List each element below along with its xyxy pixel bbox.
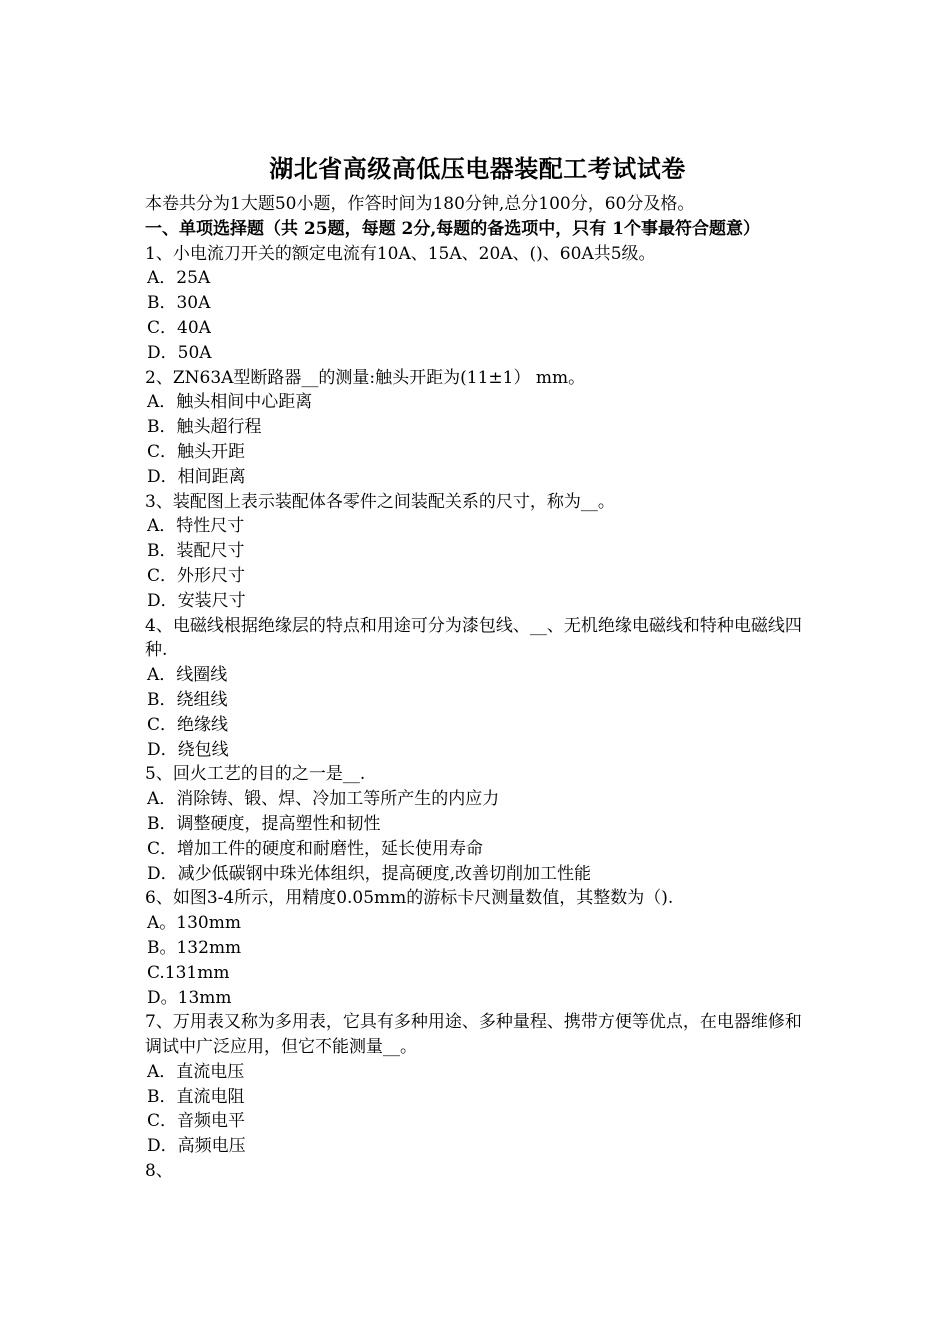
answer-option: D。13mm <box>147 987 232 1008</box>
question-stem: 3、装配图上表示装配体各零件之间装配关系的尺寸，称为__。 <box>145 491 615 512</box>
answer-option: C．音频电平 <box>147 1111 246 1132</box>
exam-document <box>145 152 810 1184</box>
answer-option: A．直流电压 <box>147 1061 245 1082</box>
answer-option: B．装配尺寸 <box>147 541 245 562</box>
question-list <box>145 242 810 1184</box>
exam-intro: 本卷共分为1大题50小题，作答时间为180分钟,总分100分，60分及格。 <box>145 194 695 214</box>
answer-option: D．相间距离 <box>147 466 246 487</box>
answer-option: B．绕组线 <box>147 689 228 710</box>
question-stem: 4、电磁线根据绝缘层的特点和用途可分为漆包线、__、无机绝缘电磁线和特种电磁线四种. <box>145 615 802 661</box>
answer-option: C．绝缘线 <box>147 714 229 735</box>
document-title: 湖北省高级高低压电器装配工考试试卷 <box>269 154 686 183</box>
question-stem: 7、万用表又称为多用表，它具有多种用途、多种量程、携带方便等优点，在电器维修和调试中广泛应用，但它不能测量__。 <box>145 1012 802 1058</box>
answer-option: A。130mm <box>147 913 241 934</box>
question-stem: 5、回火工艺的目的之一是__. <box>145 764 366 785</box>
answer-option: C.131mm <box>147 962 230 983</box>
answer-option: D．减少低碳钢中珠光体组织，提高硬度,改善切削加工性能 <box>147 863 592 884</box>
question-stem: 1、小电流刀开关的额定电流有10A、15A、20A、()、60A共5级。 <box>145 243 656 264</box>
answer-option: B。132mm <box>147 937 242 958</box>
answer-option: A．特性尺寸 <box>147 516 245 537</box>
answer-option: B．直流电阻 <box>147 1086 245 1107</box>
answer-option: C．触头开距 <box>147 441 246 462</box>
question-stem: 8、 <box>145 1161 173 1182</box>
answer-option: D．绕包线 <box>147 739 229 760</box>
answer-option: B．30A <box>147 293 211 314</box>
answer-option: A．25A <box>147 268 211 289</box>
answer-option: B．调整硬度，提高塑性和韧性 <box>147 813 381 834</box>
question-stem: 2、ZN63A型断路器__的测量:触头开距为(11±1） mm。 <box>145 367 586 388</box>
answer-option: D．安装尺寸 <box>147 590 246 611</box>
answer-option: A．触头相间中心距离 <box>147 392 313 413</box>
answer-option: A．消除铸、锻、焊、冷加工等所产生的内应力 <box>147 789 500 810</box>
answer-option: C．增加工件的硬度和耐磨性，延长使用寿命 <box>147 838 484 859</box>
answer-option: B．触头超行程 <box>147 417 262 438</box>
answer-option: C．40A <box>147 317 211 338</box>
answer-option: D．50A <box>147 342 212 363</box>
answer-option: A．线圈线 <box>147 665 228 686</box>
answer-option: C．外形尺寸 <box>147 565 246 586</box>
answer-option: D．高频电压 <box>147 1136 246 1157</box>
question-stem: 6、如图3-4所示，用精度0.05mm的游标卡尺测量数值，其整数为（). <box>145 888 674 909</box>
section-heading: 一、单项选择题（共 25题，每题 2分,每题的备选项中，只有 1个事最符合题意） <box>145 218 760 239</box>
